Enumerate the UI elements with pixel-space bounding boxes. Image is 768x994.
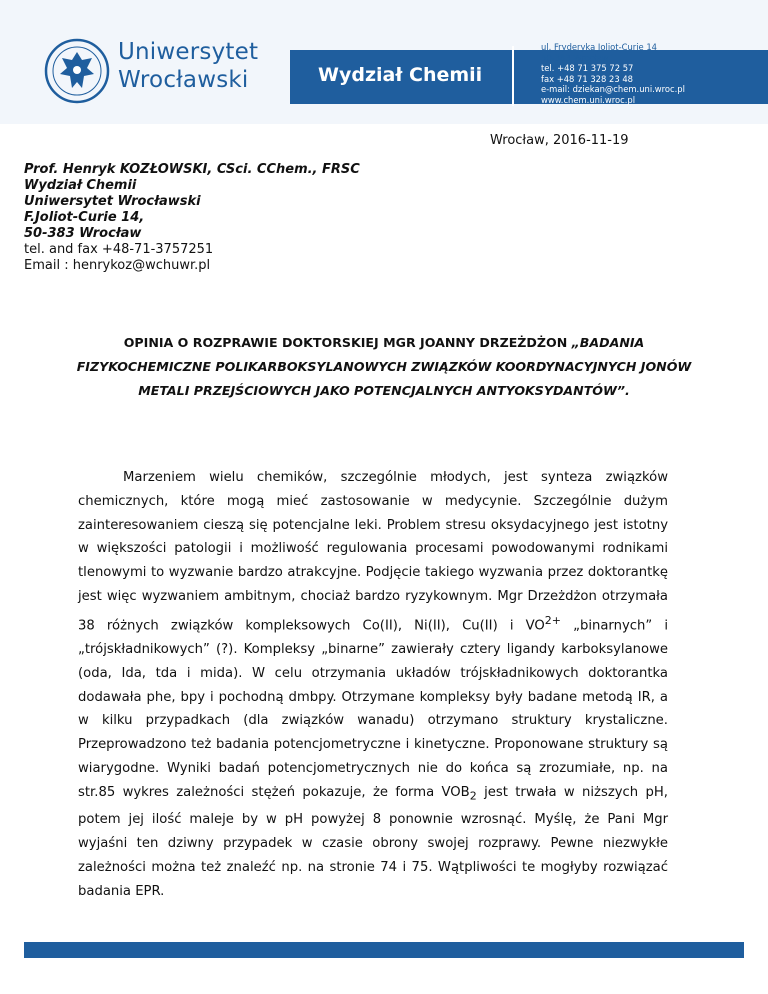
addressee-faculty: Wydział Chemii bbox=[24, 178, 137, 193]
addressee-street: F.Joliot-Curie 14, bbox=[24, 210, 145, 225]
addressee-name: Prof. Henryk KOZŁOWSKI, CSci. CChem., FRSC bbox=[24, 162, 360, 177]
footer-bar bbox=[24, 942, 744, 958]
addressee-university: Uniwersytet Wrocławski bbox=[24, 194, 201, 209]
university-seal-icon bbox=[44, 38, 110, 104]
body-paragraph bbox=[78, 466, 668, 903]
vanadyl-charge: 2+ bbox=[544, 613, 561, 627]
contact-block bbox=[541, 42, 685, 106]
addressee-email: Email : henrykoz@wchuwr.pl bbox=[24, 258, 211, 273]
addressee-phone: tel. and fax +48-71-3757251 bbox=[24, 242, 214, 257]
letter-date: Wrocław, 2016-11-19 bbox=[490, 133, 629, 148]
vob-subscript: 2 bbox=[469, 789, 477, 803]
contact-fax: fax +48 71 328 23 48 bbox=[541, 73, 633, 84]
body-part-1: Marzeniem wielu chemików, szczególnie młodych, jest synteza związków chemicznych, które mogą mieć zastosowanie w medycynie. Szczególnie dużym zainteresowaniem cieszą się potencjalne leki. Problem stresu oksydacyjnego jest istotny w większości patologii i możliwość regulowania procesami powodowanymi rodnikami tlenowymi to wyzwanie bardzo atrakcyjne. Podjęcie takiego wyzwania przez doktorantkę jest więc wyzwaniem ambitnym, chociaż bardzo ryzykownym. Mgr Drzeżdżon otrzymała 38 różnych związków kompleksowych Co(II), Ni(II), Cu(II) i VO bbox=[78, 470, 668, 634]
contact-street: ul. Fryderyka Joliot-Curie 14 bbox=[541, 42, 658, 52]
body-part-2: „binarnych” i „trójskładnikowych” (?). Kompleksy „binarne” zawierały cztery ligandy karboksylanowe (oda, Ida, tda i mida). W celu otrzymania układów trójskładnikowych doktorantka dodawała phe, bpy i pochodną dmbpy. Otrzymane kompleksy były badane metodą IR, a w kilku przypadkach (dla związków wanadu) otrzymano struktury krystaliczne. Przeprowadzono też badania potencjometryczne i kinetyczne. Proponowane struktury są wiarygodne. Wyniki badań potencjometrycznych nie do końca są zrozumiałe, np. na str.85 wykres zależności stężeń pokazuje, że forma VOB bbox=[78, 618, 668, 800]
contact-phone: tel. +48 71 375 72 57 bbox=[541, 63, 634, 74]
title-prefix: OPINIA O ROZPRAWIE DOKTORSKIEJ MGR JOANNY DRZEŻDŻON bbox=[123, 335, 572, 350]
university-name-line1: Uniwersytet bbox=[118, 39, 259, 65]
title-dissertation: „BADANIA FIZYKOCHEMICZNE POLIKARBOKSYLANOWYCH ZWIĄZKÓW KOORDYNACYJNYCH JONÓW METALI PRZEJŚCIOWYCH JAKO POTENCJALNYCH ANTYOKSYDANTÓW”. bbox=[76, 335, 692, 398]
addressee-city: 50-383 Wrocław bbox=[24, 226, 142, 241]
addressee-block bbox=[24, 162, 360, 274]
opinion-title bbox=[60, 331, 708, 403]
contact-city: 50-383 Wrocław bbox=[541, 52, 609, 63]
header-divider bbox=[512, 46, 514, 106]
contact-website: www.chem.uni.wroc.pl bbox=[541, 94, 636, 105]
contact-email: e-mail: dziekan@chem.uni.wroc.pl bbox=[541, 84, 685, 95]
body-part-3: jest trwała w niższych pH, potem jej ilość maleje by w pH powyżej 8 ponownie wzrosnąć. Myślę, że Pani Mgr wyjaśni ten dziwny przypadek w czasie obrony swojej rozprawy. Pewne niezwykłe zależności można też znaleźć np. na stronie 74 i 75. Wątpliwości te mogłyby rozwiązać badania EPR. bbox=[78, 784, 668, 899]
university-wordmark bbox=[118, 38, 258, 94]
university-name-line2: Wrocławski bbox=[118, 67, 249, 93]
faculty-name: Wydział Chemii bbox=[318, 64, 483, 86]
